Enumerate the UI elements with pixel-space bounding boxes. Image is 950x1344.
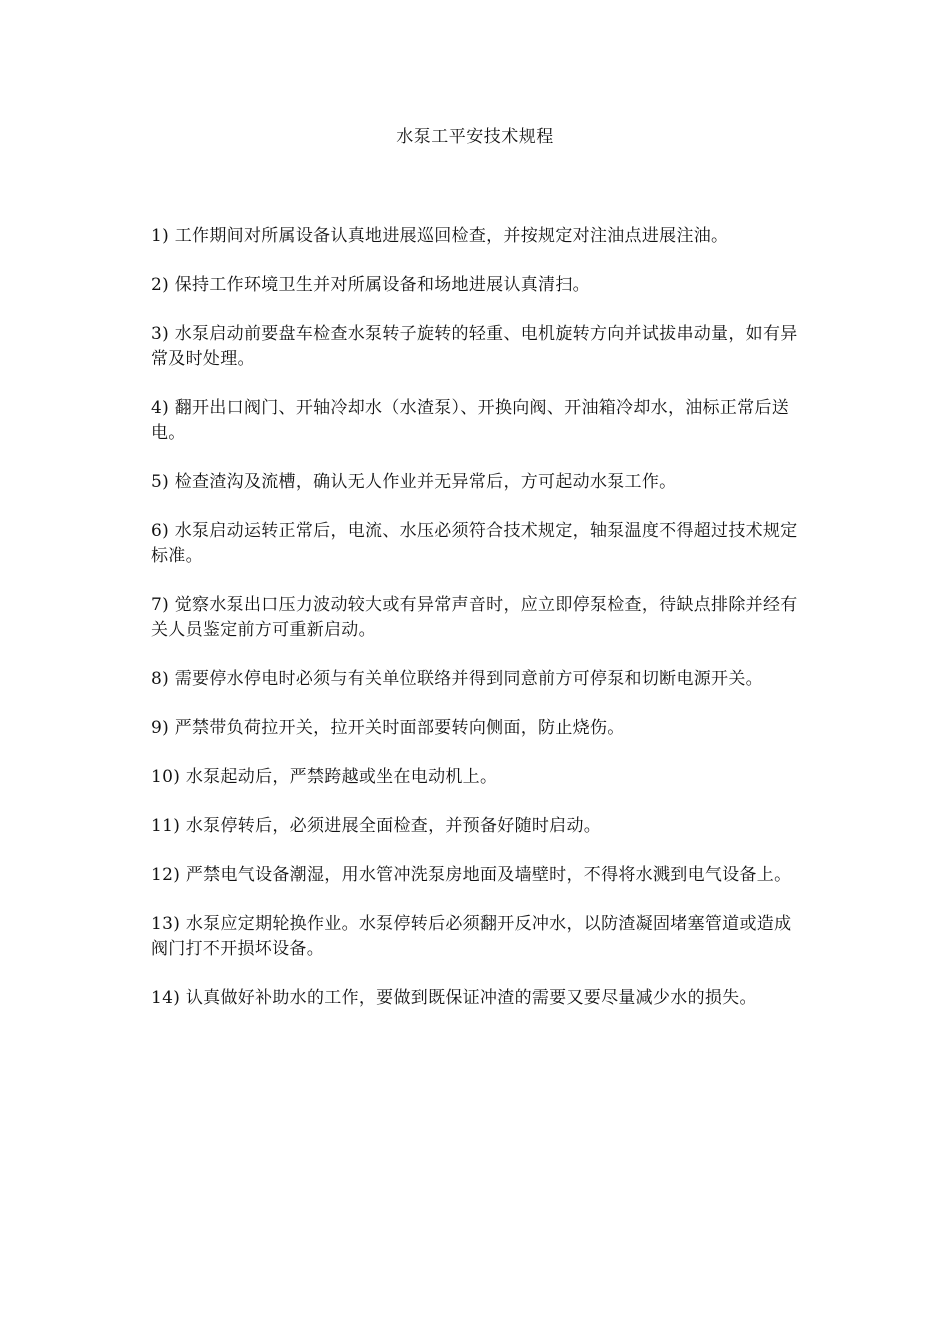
rule-item: 13) 水泵应定期轮换作业。水泵停转后必须翻开反冲水，以防渣凝固堵塞管道或造成阀门打不开损坏设备。 (151, 914, 792, 959)
rules-list (151, 224, 799, 1035)
rule-item: 1) 工作期间对所属设备认真地进展巡回检查，并按规定对注油点进展注油。 (151, 226, 729, 246)
rule-item: 7) 觉察水泵出口压力波动较大或有异常声音时，应立即停泵检查，待缺点排除并经有关人员鉴定前方可重新启动。 (151, 595, 798, 640)
rule-item: 12) 严禁电气设备潮湿，用水管冲洗泵房地面及墙壁时，不得将水溅到电气设备上。 (151, 865, 792, 885)
rule-item: 9) 严禁带负荷拉开关，拉开关时面部要转向侧面，防止烧伤。 (151, 718, 625, 738)
rule-item: 5) 检查渣沟及流槽，确认无人作业并无异常后，方可起动水泵工作。 (151, 472, 677, 492)
rule-item: 14) 认真做好补助水的工作，要做到既保证冲渣的需要又要尽量减少水的损失。 (151, 988, 757, 1008)
rule-item: 8) 需要停水停电时必须与有关单位联络并得到同意前方可停泵和切断电源开关。 (151, 669, 763, 689)
rule-item: 3) 水泵启动前要盘车检查水泵转子旋转的轻重、电机旋转方向并试拔串动量，如有异常及时处理。 (151, 324, 798, 369)
rule-item: 11) 水泵停转后，必须进展全面检查，并预备好随时启动。 (151, 816, 602, 836)
document-title: 水泵工平安技术规程 (396, 127, 554, 147)
rule-item: 6) 水泵启动运转正常后，电流、水压必须符合技术规定，轴泵温度不得超过技术规定标准。 (151, 521, 798, 566)
rule-item: 2) 保持工作环境卫生并对所属设备和场地进展认真清扫。 (151, 275, 590, 295)
rule-item: 4) 翻开出口阀门、开轴冷却水（水渣泵）、开换向阀、开油箱冷却水，油标正常后送电。 (151, 398, 790, 443)
rule-item: 10) 水泵起动后，严禁跨越或坐在电动机上。 (151, 767, 498, 787)
